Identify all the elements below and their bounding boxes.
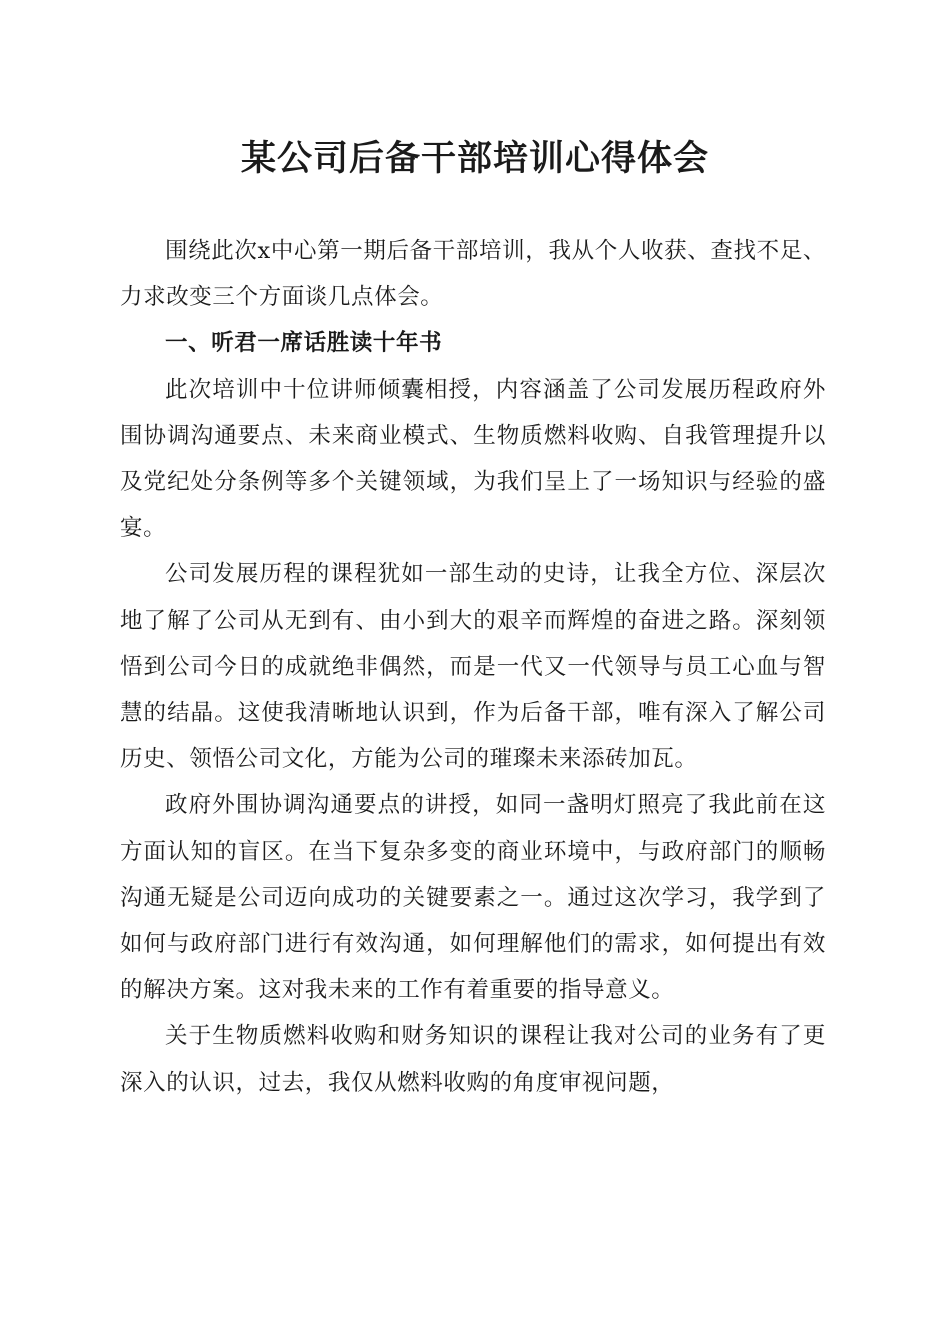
body-paragraph-4: 关于生物质燃料收购和财务知识的课程让我对公司的业务有了更深入的认识，过去，我仅从燃料收购的角度审视问题， xyxy=(120,1023,826,1096)
document-body xyxy=(120,228,826,1106)
body-paragraph-2: 公司发展历程的课程犹如一部生动的史诗，让我全方位、深层次地了解了公司从无到有、由小到大的艰辛而辉煌的奋进之路。深刻领悟到公司今日的成就绝非偶然，而是一代又一代领导与员工心血与智慧的结晶。这使我清晰地认识到，作为后备干部，唯有深入了解公司历史、领悟公司文化，方能为公司的璀璨未来添砖加瓦。 xyxy=(120,561,826,773)
section-heading: 一、听君一席话胜读十年书 xyxy=(165,330,443,357)
document-title: 某公司后备干部培训心得体会 xyxy=(240,138,709,179)
intro-paragraph: 围绕此次x中心第一期后备干部培训，我从个人收获、查找不足、力求改变三个方面谈几点体会。 xyxy=(120,238,826,311)
body-paragraph-1: 此次培训中十位讲师倾囊相授，内容涵盖了公司发展历程政府外围协调沟通要点、未来商业模式、生物质燃料收购、自我管理提升以及党纪处分条例等多个关键领域，为我们呈上了一场知识与经验的盛宴。 xyxy=(120,376,826,542)
body-paragraph-3: 政府外围协调沟通要点的讲授，如同一盏明灯照亮了我此前在这方面认知的盲区。在当下复杂多变的商业环境中，与政府部门的顺畅沟通无疑是公司迈向成功的关键要素之一。通过这次学习，我学到了如何与政府部门进行有效沟通，如何理解他们的需求，如何提出有效的解决方案。这对我未来的工作有着重要的指导意义。 xyxy=(120,792,826,1004)
